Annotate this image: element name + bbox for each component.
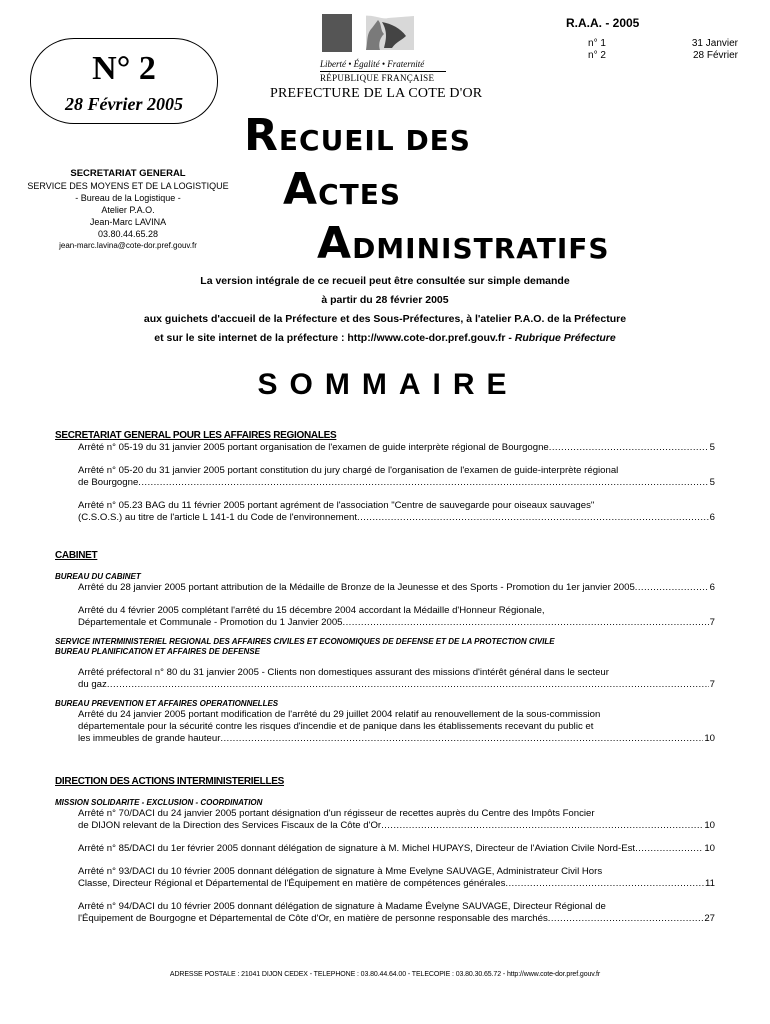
entry-text: Arrêté n° 05-20 du 31 janvier 2005 portant constitution du jury chargé de l'organisation de l'examen de guide-interprète régional bbox=[78, 465, 619, 476]
secretariat-title: SECRETARIAT GENERAL bbox=[70, 168, 186, 179]
leader-dots bbox=[220, 733, 703, 745]
page-number: 27 bbox=[704, 913, 715, 924]
entry-text: Arrêté n° 94/DACI du 10 février 2005 donnant délégation de signature à Madame Évelyne SAUVAGE, Directeur Régional de bbox=[78, 901, 606, 912]
toc-entry[interactable] bbox=[55, 843, 715, 855]
entry-text: l'Équipement de Bourgogne et Départemental de Côte d'Or, en matière de personne responsable des marchés bbox=[78, 913, 548, 924]
republic-motto: Liberté • Égalité • Fraternité bbox=[320, 59, 425, 69]
title-initial: A bbox=[283, 164, 319, 215]
title-rest: CTES bbox=[318, 178, 402, 211]
entry-last-line bbox=[78, 843, 715, 855]
toc-entry[interactable] bbox=[55, 667, 715, 691]
leader-dots bbox=[357, 512, 709, 524]
entry-text: Arrêté du 24 janvier 2005 portant modification de l'arrêté du 29 juillet 2004 relatif au renouvellement de la sous-commission bbox=[78, 709, 601, 720]
entry-text: Arrêté du 28 janvier 2005 portant attribution de la Médaille de Bronze de la Jeunesse et des Sports - Promotion du 1er janvier 2005 bbox=[78, 582, 635, 593]
entry-text: Arrêté préfectoral n° 80 du 31 janvier 2005 - Clients non domestiques assurant des missions d'intérêt général dans le secteur bbox=[78, 667, 609, 678]
entry-last-line bbox=[78, 442, 715, 454]
section-title[interactable]: DIRECTION DES ACTIONS INTERMINISTERIELLES bbox=[55, 776, 285, 787]
raa-row bbox=[562, 50, 738, 62]
toc-entry[interactable] bbox=[55, 500, 715, 524]
subsection-title: SERVICE INTERMINISTERIEL REGIONAL DES AFFAIRES CIVILES ET ECONOMIQUES DE DEFENSE ET DE LA PROTECTION CIVILE bbox=[55, 637, 555, 646]
leader-dots bbox=[381, 820, 703, 832]
intro-line: La version intégrale de ce recueil peut être consultée sur simple demande bbox=[200, 275, 570, 287]
entry-text: Arrêté du 4 février 2005 complétant l'arrêté du 15 décembre 2004 accordant la Médaille d'Honneur Régionale, bbox=[78, 605, 545, 616]
subsection-title: BUREAU DU CABINET bbox=[55, 572, 141, 581]
secretariat-atelier: Atelier P.A.O. bbox=[101, 205, 155, 215]
leader-dots bbox=[635, 843, 703, 855]
toc-section-sgar bbox=[55, 430, 715, 524]
entry-last-line bbox=[78, 477, 715, 489]
leader-dots bbox=[505, 878, 704, 890]
title-rest: ECUEIL DES bbox=[278, 124, 471, 157]
leader-dots bbox=[635, 582, 709, 594]
page-number: 10 bbox=[704, 733, 715, 744]
raa-title: R.A.A. - 2005 bbox=[566, 16, 640, 30]
leader-dots bbox=[343, 617, 709, 629]
subsection-title: BUREAU PLANIFICATION ET AFFAIRES DE DEFENSE bbox=[55, 647, 260, 656]
entry-text: Arrêté n° 70/DACI du 24 janvier 2005 portant désignation d'un régisseur de recettes auprès du Centre des Impôts Foncier bbox=[78, 808, 595, 819]
leader-dots bbox=[548, 913, 704, 925]
entry-text: Arrêté n° 05-19 du 31 janvier 2005 portant organisation de l'examen de guide interprète régional de Bourgogne bbox=[78, 442, 549, 453]
entry-last-line bbox=[78, 617, 715, 629]
toc-entry[interactable] bbox=[55, 901, 715, 925]
intro-line: aux guichets d'accueil de la Préfecture et des Sous-Préfectures, à l'atelier P.A.O. de la Préfecture bbox=[143, 313, 627, 325]
toc-entry[interactable] bbox=[55, 442, 715, 454]
republic-name: RÉPUBLIQUE FRANÇAISE bbox=[320, 71, 446, 84]
entry-text: Arrêté n° 85/DACI du 1er février 2005 donnant délégation de signature à M. Michel HUPAYS, Directeur de l'Aviation Civile Nord-Est bbox=[78, 843, 636, 854]
raa-date: 28 Février bbox=[692, 50, 738, 61]
secretariat-block bbox=[20, 168, 236, 252]
secretariat-email: jean-marc.lavina@cote-dor.pref.gouv.fr bbox=[59, 241, 197, 250]
entry-last-line bbox=[78, 913, 715, 925]
entry-text: (C.S.O.S.) au titre de l'article L 141-1 du Code de l'environnement bbox=[78, 512, 358, 523]
page-number: 7 bbox=[709, 617, 715, 628]
entry-text: du gaz bbox=[78, 679, 107, 690]
page-number: 10 bbox=[704, 843, 715, 854]
intro-notice bbox=[40, 272, 730, 348]
entry-text: Arrêté n° 05.23 BAG du 11 février 2005 portant agrément de l'association "Centre de sauvegarde pour oiseaux sauvages" bbox=[78, 500, 595, 511]
entry-last-line bbox=[78, 679, 715, 691]
edition-badge bbox=[30, 38, 218, 124]
edition-date: 28 Février 2005 bbox=[65, 94, 183, 114]
entry-last-line bbox=[78, 733, 715, 745]
sommaire-heading: SOMMAIRE bbox=[257, 368, 519, 401]
title-initial: A bbox=[317, 218, 353, 269]
prefecture-name: PREFECTURE DE LA COTE D'OR bbox=[270, 86, 483, 101]
secretariat-bureau: - Bureau de la Logistique - bbox=[75, 193, 181, 203]
marianne-logo bbox=[320, 14, 446, 84]
title-rest: DMINISTRATIFS bbox=[352, 232, 610, 265]
raa-row bbox=[562, 38, 738, 50]
toc-entry[interactable] bbox=[55, 709, 715, 745]
secretariat-service: SERVICE DES MOYENS ET DE LA LOGISTIQUE bbox=[27, 181, 229, 191]
toc-entry[interactable] bbox=[55, 582, 715, 594]
title-line-administratifs bbox=[317, 218, 610, 269]
entry-last-line bbox=[78, 582, 715, 594]
section-title[interactable]: CABINET bbox=[55, 550, 98, 561]
entry-text: Classe, Directeur Régional et Départemental de l'Équipement en matière de compétences générales bbox=[78, 878, 506, 889]
toc-entry[interactable] bbox=[55, 465, 715, 489]
entry-text: départementale pour la sécurité contre les risques d'incendie et de panique dans les établissements recevant du public et bbox=[78, 721, 594, 732]
edition-number: N° 2 bbox=[92, 50, 156, 87]
toc-section-daci bbox=[55, 776, 715, 925]
leader-dots bbox=[549, 442, 709, 454]
raa-date: 31 Janvier bbox=[691, 38, 738, 49]
raa-number: n° 1 bbox=[588, 38, 606, 49]
toc-section-cabinet bbox=[55, 550, 715, 745]
page-number: 6 bbox=[709, 512, 715, 523]
title-line-actes bbox=[283, 164, 401, 215]
entry-text: de Bourgogne bbox=[78, 477, 139, 488]
entry-last-line bbox=[78, 820, 715, 832]
secretariat-contact-name: Jean-Marc LAVINA bbox=[89, 217, 167, 227]
marianne-flag-icon bbox=[322, 14, 416, 52]
raa-number: n° 2 bbox=[588, 50, 606, 61]
leader-dots bbox=[107, 679, 709, 691]
entry-last-line bbox=[78, 878, 715, 890]
entry-text: Arrêté n° 93/DACI du 10 février 2005 donnant délégation de signature à Mme Evelyne SAUVAGE, Administrateur Civil Hors bbox=[78, 866, 603, 877]
website-text: et sur le site internet de la préfecture : http://www.cote-dor.pref.gouv.fr - bbox=[154, 332, 512, 344]
leader-dots bbox=[138, 477, 708, 489]
page-number: 11 bbox=[705, 878, 715, 889]
page-number: 10 bbox=[704, 820, 715, 831]
page-number: 5 bbox=[709, 442, 715, 453]
intro-line bbox=[40, 329, 730, 348]
subsection-title: MISSION SOLIDARITE - EXCLUSION - COORDINATION bbox=[55, 798, 263, 807]
toc-entry[interactable] bbox=[55, 866, 715, 890]
entry-last-line bbox=[78, 512, 715, 524]
page-number: 6 bbox=[709, 582, 715, 593]
entry-text: de DIJON relevant de la Direction des Services Fiscaux de la Côte d'Or bbox=[78, 820, 382, 831]
title-line-recueil bbox=[244, 110, 471, 161]
subsection-title: BUREAU PREVENTION ET AFFAIRES OPERATIONNELLES bbox=[55, 699, 279, 708]
secretariat-phone: 03.80.44.65.28 bbox=[97, 229, 159, 239]
rubrique-link[interactable]: Rubrique Préfecture bbox=[514, 332, 616, 344]
section-title[interactable]: SECRETARIAT GENERAL POUR LES AFFAIRES REGIONALES bbox=[55, 430, 337, 441]
title-initial: R bbox=[244, 110, 279, 161]
toc-entry[interactable] bbox=[55, 605, 715, 629]
entry-text: les immeubles de grande hauteur bbox=[78, 733, 221, 744]
page-number: 5 bbox=[709, 477, 715, 488]
entry-text: Départementale et Communale - Promotion du 1 Janvier 2005 bbox=[78, 617, 343, 628]
footer-address: ADRESSE POSTALE : 21041 DIJON CEDEX - TELEPHONE : 03.80.44.64.00 - TELECOPIE : 03.80.30.65.72 - http://www.cote-dor.pref.gouv.fr bbox=[169, 971, 601, 978]
intro-line: à partir du 28 février 2005 bbox=[321, 294, 449, 306]
raa-table bbox=[562, 38, 738, 62]
toc-entry[interactable] bbox=[55, 808, 715, 832]
page-number: 7 bbox=[709, 679, 715, 690]
